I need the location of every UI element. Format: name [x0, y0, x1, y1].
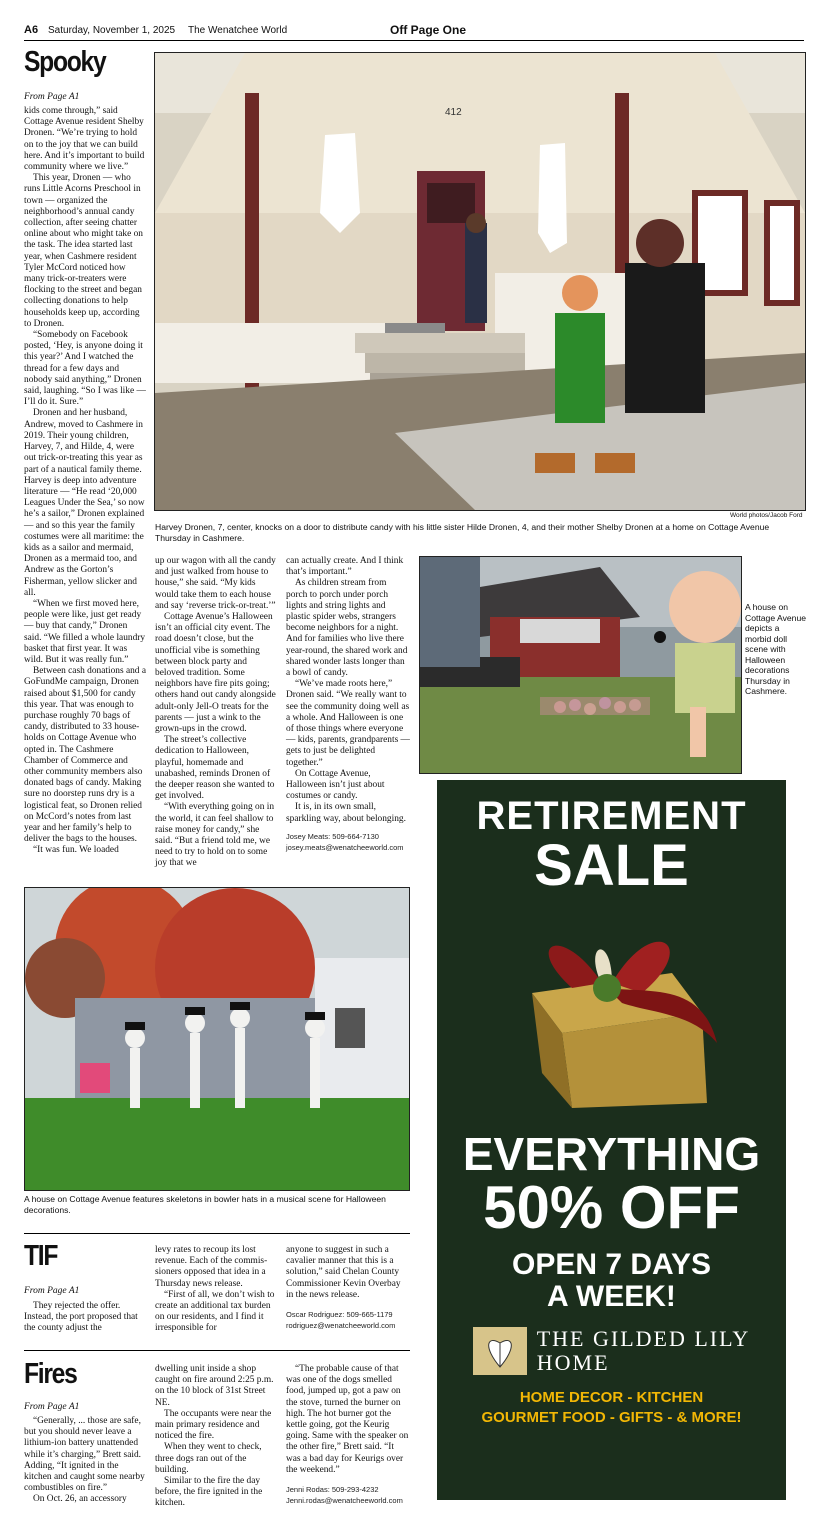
porch-photo-image — [155, 53, 805, 510]
paragraph: “It was fun. We loaded — [33, 845, 119, 856]
section-label: Off Page One — [390, 23, 467, 37]
section-divider — [24, 1233, 410, 1234]
ad-brand — [437, 1327, 786, 1375]
paragraph: kids come through,” said Cottage Avenue resident Shelby Dronen. “We’re trying to hold on to the joy that we can build here. And it’s important to build community where we live.” — [24, 106, 145, 173]
ad-headline-2: SALE — [534, 833, 689, 898]
byline-phone: Oscar Rodriguez: 509-665-1179 — [286, 1310, 393, 1320]
page-number: A6 — [24, 24, 39, 36]
spooky-column-1 — [24, 106, 146, 857]
porch-photo — [154, 52, 806, 511]
paragraph: This year, Dronen — who runs Little Acorns Preschool in town — organized the neighborhood’s annual candy collection, after seeing chatter online about who might take on the task. The idea started last year, when Cashmere resident Tyler McCord noticed how many trick-or-treaters were flocking to the street and began collecting donations to help households keep up, according to Dronen. — [24, 173, 143, 329]
paragraph: dwelling unit inside a shop caught on fire around 2:25 p.m. on the 10 block of 31st Street NE. — [155, 1364, 274, 1408]
photo2-caption: A house on Cottage Avenue depicts a morbid doll scene with Halloween decorations Thursday in Cashmere. — [745, 602, 807, 696]
paragraph: “We’ve made roots here,” Dronen said. “We really want to see the community doing well as a whole. And Halloween is one of those things where everyone — kids, parents, grandparents — gets to just be delighted together.” — [286, 679, 410, 768]
paragraph: On Oct. 26, an accessory — [33, 1494, 127, 1505]
ad-hours-2: A WEEK! — [547, 1280, 676, 1313]
section-divider — [24, 1350, 410, 1351]
ad-tagline-1: HOME DECOR - KITCHEN — [519, 1389, 704, 1406]
paragraph: up our wagon with all the candy and just walked from house to house,” she said. “My kids would take them to each house and say ‘reverse trick-or-treat.’” — [155, 556, 276, 611]
fires-column-3 — [286, 1364, 410, 1506]
paragraph: can actually create. And I think that’s important.” — [286, 556, 404, 578]
paragraph: Between cash donations and a GoFundMe campaign, Dronen raised about $1,500 for candy this year. That was enough to purchase roughly 70 bags of candy, distributed to 33 house-holds on Cottage Avenue who opted in. The Cashmere Chamber of Commerce and other community members also donated bags of candy. Making sure no doorstep runs dry is a logistical feat, so Dronen relied on McCord’s notes from last year and her family’s help to deliver the bags to the houses. — [24, 666, 146, 845]
byline-email: Jenni.rodas@wenatcheeworld.com — [286, 1496, 403, 1506]
issue-date: Saturday, November 1, 2025 — [48, 25, 176, 36]
byline-phone: Josey Meats: 509-664-7130 — [286, 831, 379, 841]
paragraph: The occupants were near the main primary residence and noticed the fire. — [155, 1408, 272, 1442]
byline-contact — [286, 831, 410, 853]
doll-scene-image — [420, 557, 741, 773]
tif-column-1 — [24, 1301, 146, 1335]
doll-scene-photo — [419, 556, 742, 774]
ad-brand-sub: HOME — [536, 1350, 610, 1375]
spooky-column-3 — [286, 556, 410, 853]
tif-headline: TIF — [24, 1240, 58, 1272]
byline-contact — [286, 1309, 410, 1331]
fires-headline: Fires — [24, 1358, 77, 1390]
tif-column-2 — [155, 1245, 277, 1335]
page-header — [24, 22, 804, 41]
paragraph: “Somebody on Facebook posted, ‘Hey, is anyone doing it this year?’ And I watched the thread for a few days and nobody said anything,” Dronen said, laughing. “So I was like — I’ll do it. Sure.” — [24, 330, 146, 408]
paragraph: As children stream from porch to porch under porch lights and string lights and plastic spider webs, strangers become neighbors for a night. And for families who live there year-round, the shared work and shared wonder lasts longer than a bowl of candy. — [286, 578, 408, 679]
house-number: 412 — [445, 107, 462, 118]
paragraph: The street’s collective dedication to Halloween, playful, homemade and unabashed, reminds Dronen of the deeper reason she wanted to get involved. — [155, 735, 275, 802]
paragraph: Cottage Avenue’s Halloween isn’t an official city event. The road doesn’t close, but the unofficial vibe is something between block party and beloved tradition. Some neighbors have fire pits going; others hand out candy alongside adult-only Jell-O treats for the parents — just a wink to the grown-ups in the crowd. — [155, 612, 276, 735]
paragraph: “Generally, ... those are safe, but you should never leave a lithium-ion battery unattended while it’s charging,” Brett said. Adding, “It ignited in the kitchen and caught some nearby combustibles on fire.” — [24, 1416, 145, 1494]
paragraph: “With everything going on in the world, it can feel shallow to raise money for candy,” she said. “But a friend told me, we need to try to hold on to some joy that we — [155, 802, 275, 869]
paragraph: “First of all, we don’t wish to create an additional tax burden on our residents, and I find it irresponsible for — [155, 1289, 275, 1334]
paragraph: Similar to the fire the day before, the fire ignited in the kitchen. — [155, 1476, 263, 1509]
ad-hours-1: OPEN 7 DAYS — [512, 1248, 711, 1281]
spooky-headline: Spooky — [24, 46, 106, 78]
paragraph: “The probable cause of that was one of the dogs smelled food, jumped up, got a paw on the stove, turned the burner on high. The hot burner got the kettle going, got the Keurig going. Same with the speaker on the other fire,” Brett said. “It was a bad day for Keurigs over the weekend.” — [286, 1364, 409, 1475]
ad-tagline-2: GOURMET FOOD - GIFTS - & MORE! — [481, 1409, 742, 1426]
ad-brand-name: THE GILDED LILY — [536, 1326, 751, 1351]
tif-column-3 — [286, 1245, 410, 1331]
fires-column-1 — [24, 1416, 146, 1506]
gift-box-icon — [502, 903, 722, 1113]
byline-phone: Jenni Rodas: 509-293-4232 — [286, 1485, 379, 1495]
spooky-from-line: From Page A1 — [24, 92, 80, 102]
retirement-sale-ad[interactable] — [437, 780, 786, 1500]
byline-contact — [286, 1484, 410, 1506]
skeleton-photo — [24, 887, 410, 1191]
ad-headline-1: RETIREMENT — [476, 794, 747, 838]
spooky-column-2 — [155, 556, 277, 870]
paragraph: They rejected the offer. Instead, the port proposed that the county adjust the — [24, 1301, 138, 1334]
publication-name: The Wenatchee World — [188, 25, 288, 36]
paragraph: “When we first moved here, people were like, just get ready — buy that candy,” Dronen said. “We filled a whole laundry basket that first year. It was wild. But it was really fun.” — [24, 598, 146, 665]
paragraph: It is, in its own small, sparkling way, about belonging. — [286, 802, 406, 824]
byline-email: josey.meats@wenatcheeworld.com — [286, 842, 404, 852]
paragraph: anyone to suggest in such a cavalier manner that this is a solution,” said Chelan County Commissioner Kevin Overbay in the news release. — [286, 1245, 401, 1300]
paragraph: levy rates to recoup its lost revenue. Each of the commis-sioners opposed that idea in a Thursday news release. — [155, 1245, 268, 1289]
photo3-caption: A house on Cottage Avenue features skeletons in bowler hats in a musical scene for Halloween decorations. — [24, 1194, 386, 1215]
fires-column-2 — [155, 1364, 277, 1510]
paragraph: On Cottage Avenue, Halloween isn’t just about costumes or candy. — [286, 768, 385, 802]
paragraph: When they went to check, three dogs ran out of the building. — [155, 1442, 262, 1475]
photo1-caption: Harvey Dronen, 7, center, knocks on a door to distribute candy with his little sister Hilde Dronen, 4, and their mother Shelby Dronen at a home on Cottage Avenue Thursday in Cashmere. — [155, 522, 770, 543]
paragraph: Dronen and her husband, Andrew, moved to Cashmere in 2019. Their young children, Harvey, 7, and Hilde, 4, were out trick-or-treating this year as part of a nautical family theme. Harvey is deep into adventure literature — “He read ‘20,000 Leagues Under the Sea,’ so now he’s a sailor,” Dronen explained — and so this year the family costumes were all maritime: the kids as a sailor and mermaid, Dronen as a mermaid too, and Andrew as the Gorton’s Fisherman, yellow slicker and all. — [24, 408, 145, 598]
lily-logo-icon — [473, 1327, 527, 1375]
byline-email: rodriguez@wenatcheeworld.com — [286, 1321, 396, 1331]
ad-headline-4: 50% OFF — [483, 1174, 740, 1241]
ad-headline-3: EVERYTHING — [462, 1128, 761, 1180]
skeleton-image — [25, 888, 409, 1190]
photo-credit: World photos/Jacob Ford — [730, 512, 803, 519]
fires-from-line: From Page A1 — [24, 1402, 80, 1412]
tif-from-line: From Page A1 — [24, 1286, 80, 1296]
